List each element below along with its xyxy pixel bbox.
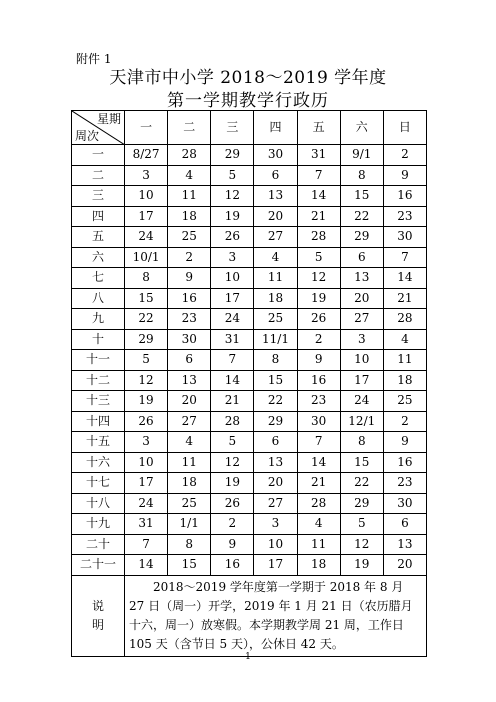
- date-cell: 14: [125, 555, 168, 576]
- date-cell: 16: [383, 452, 426, 473]
- corner-cell: [72, 111, 125, 145]
- date-cell: 27: [254, 227, 297, 248]
- week-label: 十三: [72, 391, 125, 412]
- date-cell: 18: [168, 473, 211, 494]
- page-number: 1: [245, 652, 251, 662]
- week-label: 十九: [72, 514, 125, 535]
- week-row: [72, 186, 427, 207]
- date-cell: 30: [168, 329, 211, 350]
- date-cell: 29: [340, 493, 383, 514]
- date-cell: 28: [168, 145, 211, 166]
- date-cell: 29: [340, 227, 383, 248]
- date-cell: 11: [383, 350, 426, 371]
- date-cell: 22: [254, 391, 297, 412]
- day-header: 四: [254, 111, 297, 145]
- date-cell: 15: [125, 288, 168, 309]
- date-cell: 31: [297, 145, 340, 166]
- date-cell: 4: [383, 329, 426, 350]
- date-cell: 5: [340, 514, 383, 535]
- date-cell: 31: [211, 329, 254, 350]
- date-cell: 30: [383, 493, 426, 514]
- week-row: [72, 452, 427, 473]
- date-cell: 9: [383, 432, 426, 453]
- date-cell: 15: [168, 555, 211, 576]
- note-row: [72, 575, 427, 656]
- note-text: 2018～2019 学年度第一学期于 2018 年 8 月 27 日（周一）开学，2019 年 1 月 21 日（农历腊月十六，周一）放寒假。本学期教学周 21 周，工作日 105 天（含节日 5 天），公休日 42 天。: [125, 575, 427, 656]
- date-cell: 10: [211, 268, 254, 289]
- week-row: [72, 514, 427, 535]
- date-cell: 19: [125, 391, 168, 412]
- date-cell: 23: [297, 391, 340, 412]
- date-cell: 12: [211, 186, 254, 207]
- date-cell: 8/27: [125, 145, 168, 166]
- week-label: 五: [72, 227, 125, 248]
- date-cell: 27: [340, 309, 383, 330]
- date-cell: 25: [168, 493, 211, 514]
- date-cell: 12: [297, 268, 340, 289]
- date-cell: 5: [297, 247, 340, 268]
- date-cell: 14: [211, 370, 254, 391]
- date-cell: 21: [297, 206, 340, 227]
- date-cell: 10/1: [125, 247, 168, 268]
- week-row: [72, 350, 427, 371]
- date-cell: 6: [168, 350, 211, 371]
- date-cell: 21: [297, 473, 340, 494]
- date-cell: 19: [211, 473, 254, 494]
- date-cell: 6: [383, 514, 426, 535]
- week-row: [72, 473, 427, 494]
- week-label: 十一: [72, 350, 125, 371]
- date-cell: 30: [254, 145, 297, 166]
- date-cell: 11: [297, 534, 340, 555]
- date-cell: 4: [168, 165, 211, 186]
- week-row: [72, 309, 427, 330]
- week-label: 三: [72, 186, 125, 207]
- week-label: 十: [72, 329, 125, 350]
- date-cell: 9/1: [340, 145, 383, 166]
- date-cell: 4: [297, 514, 340, 535]
- week-label: 七: [72, 268, 125, 289]
- week-label: 九: [72, 309, 125, 330]
- date-cell: 3: [125, 432, 168, 453]
- date-cell: 18: [383, 370, 426, 391]
- date-cell: 9: [211, 534, 254, 555]
- date-cell: 16: [383, 186, 426, 207]
- date-cell: 16: [297, 370, 340, 391]
- date-cell: 29: [254, 411, 297, 432]
- week-label: 十四: [72, 411, 125, 432]
- document-subtitle: 第一学期教学行政历: [167, 91, 329, 111]
- week-row: [72, 268, 427, 289]
- date-cell: 9: [297, 350, 340, 371]
- date-cell: 10: [125, 452, 168, 473]
- date-cell: 4: [254, 247, 297, 268]
- date-cell: 23: [383, 206, 426, 227]
- date-cell: 17: [125, 206, 168, 227]
- date-cell: 26: [125, 411, 168, 432]
- date-cell: 17: [211, 288, 254, 309]
- date-cell: 11: [168, 452, 211, 473]
- date-cell: 24: [125, 493, 168, 514]
- date-cell: 12: [340, 534, 383, 555]
- date-cell: 12: [211, 452, 254, 473]
- week-row: [72, 411, 427, 432]
- date-cell: 1/1: [168, 514, 211, 535]
- date-cell: 28: [297, 493, 340, 514]
- date-cell: 23: [168, 309, 211, 330]
- calendar-table: [71, 110, 427, 657]
- date-cell: 2: [383, 145, 426, 166]
- date-cell: 18: [168, 206, 211, 227]
- date-cell: 20: [340, 288, 383, 309]
- date-cell: 13: [340, 268, 383, 289]
- date-cell: 26: [297, 309, 340, 330]
- date-cell: 9: [168, 268, 211, 289]
- date-cell: 7: [211, 350, 254, 371]
- corner-week-label: 周次: [75, 129, 100, 143]
- date-cell: 10: [125, 186, 168, 207]
- date-cell: 8: [254, 350, 297, 371]
- corner-weekday-label: 星期: [96, 112, 121, 126]
- week-label: 六: [72, 247, 125, 268]
- date-cell: 4: [168, 432, 211, 453]
- week-rows: [72, 145, 427, 576]
- date-cell: 11/1: [254, 329, 297, 350]
- date-cell: 28: [383, 309, 426, 330]
- note-label-char: 明: [91, 617, 104, 632]
- date-cell: 3: [254, 514, 297, 535]
- date-cell: 30: [297, 411, 340, 432]
- attachment-label: 附件 1: [76, 52, 112, 66]
- week-label: 二十一: [72, 555, 125, 576]
- week-label: 二: [72, 165, 125, 186]
- date-cell: 19: [340, 555, 383, 576]
- date-cell: 13: [168, 370, 211, 391]
- date-cell: 16: [211, 555, 254, 576]
- date-cell: 22: [125, 309, 168, 330]
- date-cell: 12/1: [340, 411, 383, 432]
- date-cell: 2: [297, 329, 340, 350]
- date-cell: 28: [211, 411, 254, 432]
- week-label: 十六: [72, 452, 125, 473]
- date-cell: 24: [340, 391, 383, 412]
- week-row: [72, 370, 427, 391]
- week-label: 十八: [72, 493, 125, 514]
- date-cell: 17: [254, 555, 297, 576]
- header-row: [72, 111, 427, 145]
- week-row: [72, 432, 427, 453]
- date-cell: 23: [383, 473, 426, 494]
- date-cell: 14: [297, 452, 340, 473]
- note-label-cell: [72, 575, 125, 656]
- week-label: 十二: [72, 370, 125, 391]
- week-label: 一: [72, 145, 125, 166]
- week-label: 十七: [72, 473, 125, 494]
- date-cell: 8: [168, 534, 211, 555]
- date-cell: 30: [383, 227, 426, 248]
- date-cell: 21: [383, 288, 426, 309]
- date-cell: 20: [254, 473, 297, 494]
- date-cell: 25: [383, 391, 426, 412]
- date-cell: 18: [297, 555, 340, 576]
- date-cell: 7: [297, 165, 340, 186]
- date-cell: 17: [340, 370, 383, 391]
- week-row: [72, 288, 427, 309]
- date-cell: 28: [297, 227, 340, 248]
- date-cell: 7: [125, 534, 168, 555]
- date-cell: 20: [168, 391, 211, 412]
- date-cell: 20: [383, 555, 426, 576]
- note-label-char: 说: [91, 598, 104, 613]
- date-cell: 26: [211, 493, 254, 514]
- day-header: 五: [297, 111, 340, 145]
- week-label: 十五: [72, 432, 125, 453]
- week-label: 二十: [72, 534, 125, 555]
- week-row: [72, 227, 427, 248]
- date-cell: 2: [168, 247, 211, 268]
- week-row: [72, 493, 427, 514]
- date-cell: 10: [254, 534, 297, 555]
- week-row: [72, 329, 427, 350]
- date-cell: 9: [383, 165, 426, 186]
- date-cell: 8: [125, 268, 168, 289]
- date-cell: 5: [211, 432, 254, 453]
- date-cell: 24: [125, 227, 168, 248]
- date-cell: 26: [211, 227, 254, 248]
- date-cell: 18: [254, 288, 297, 309]
- date-cell: 10: [340, 350, 383, 371]
- date-cell: 13: [383, 534, 426, 555]
- week-row: [72, 247, 427, 268]
- date-cell: 31: [125, 514, 168, 535]
- date-cell: 25: [254, 309, 297, 330]
- date-cell: 3: [125, 165, 168, 186]
- date-cell: 16: [168, 288, 211, 309]
- day-header: 六: [340, 111, 383, 145]
- date-cell: 7: [297, 432, 340, 453]
- date-cell: 8: [340, 165, 383, 186]
- date-cell: 11: [254, 268, 297, 289]
- date-cell: 21: [211, 391, 254, 412]
- date-cell: 17: [125, 473, 168, 494]
- week-row: [72, 391, 427, 412]
- date-cell: 14: [383, 268, 426, 289]
- date-cell: 11: [168, 186, 211, 207]
- date-cell: 3: [340, 329, 383, 350]
- date-cell: 5: [211, 165, 254, 186]
- date-cell: 27: [168, 411, 211, 432]
- day-header: 二: [168, 111, 211, 145]
- date-cell: 19: [211, 206, 254, 227]
- date-cell: 8: [340, 432, 383, 453]
- document-title: 天津市中小学 2018～2019 学年度: [109, 68, 387, 88]
- date-cell: 12: [125, 370, 168, 391]
- week-label: 八: [72, 288, 125, 309]
- date-cell: 2: [211, 514, 254, 535]
- day-header: 一: [125, 111, 168, 145]
- date-cell: 13: [254, 186, 297, 207]
- date-cell: 20: [254, 206, 297, 227]
- week-row: [72, 534, 427, 555]
- date-cell: 15: [340, 186, 383, 207]
- day-header: 日: [383, 111, 426, 145]
- date-cell: 7: [383, 247, 426, 268]
- date-cell: 25: [168, 227, 211, 248]
- week-label: 四: [72, 206, 125, 227]
- week-row: [72, 165, 427, 186]
- date-cell: 15: [254, 370, 297, 391]
- date-cell: 22: [340, 206, 383, 227]
- day-header: 三: [211, 111, 254, 145]
- date-cell: 29: [211, 145, 254, 166]
- date-cell: 6: [254, 432, 297, 453]
- date-cell: 15: [340, 452, 383, 473]
- week-row: [72, 206, 427, 227]
- date-cell: 14: [297, 186, 340, 207]
- week-row: [72, 555, 427, 576]
- date-cell: 6: [340, 247, 383, 268]
- week-row: [72, 145, 427, 166]
- date-cell: 24: [211, 309, 254, 330]
- date-cell: 29: [125, 329, 168, 350]
- date-cell: 19: [297, 288, 340, 309]
- date-cell: 5: [125, 350, 168, 371]
- date-cell: 13: [254, 452, 297, 473]
- date-cell: 6: [254, 165, 297, 186]
- date-cell: 3: [211, 247, 254, 268]
- date-cell: 2: [383, 411, 426, 432]
- date-cell: 22: [340, 473, 383, 494]
- date-cell: 27: [254, 493, 297, 514]
